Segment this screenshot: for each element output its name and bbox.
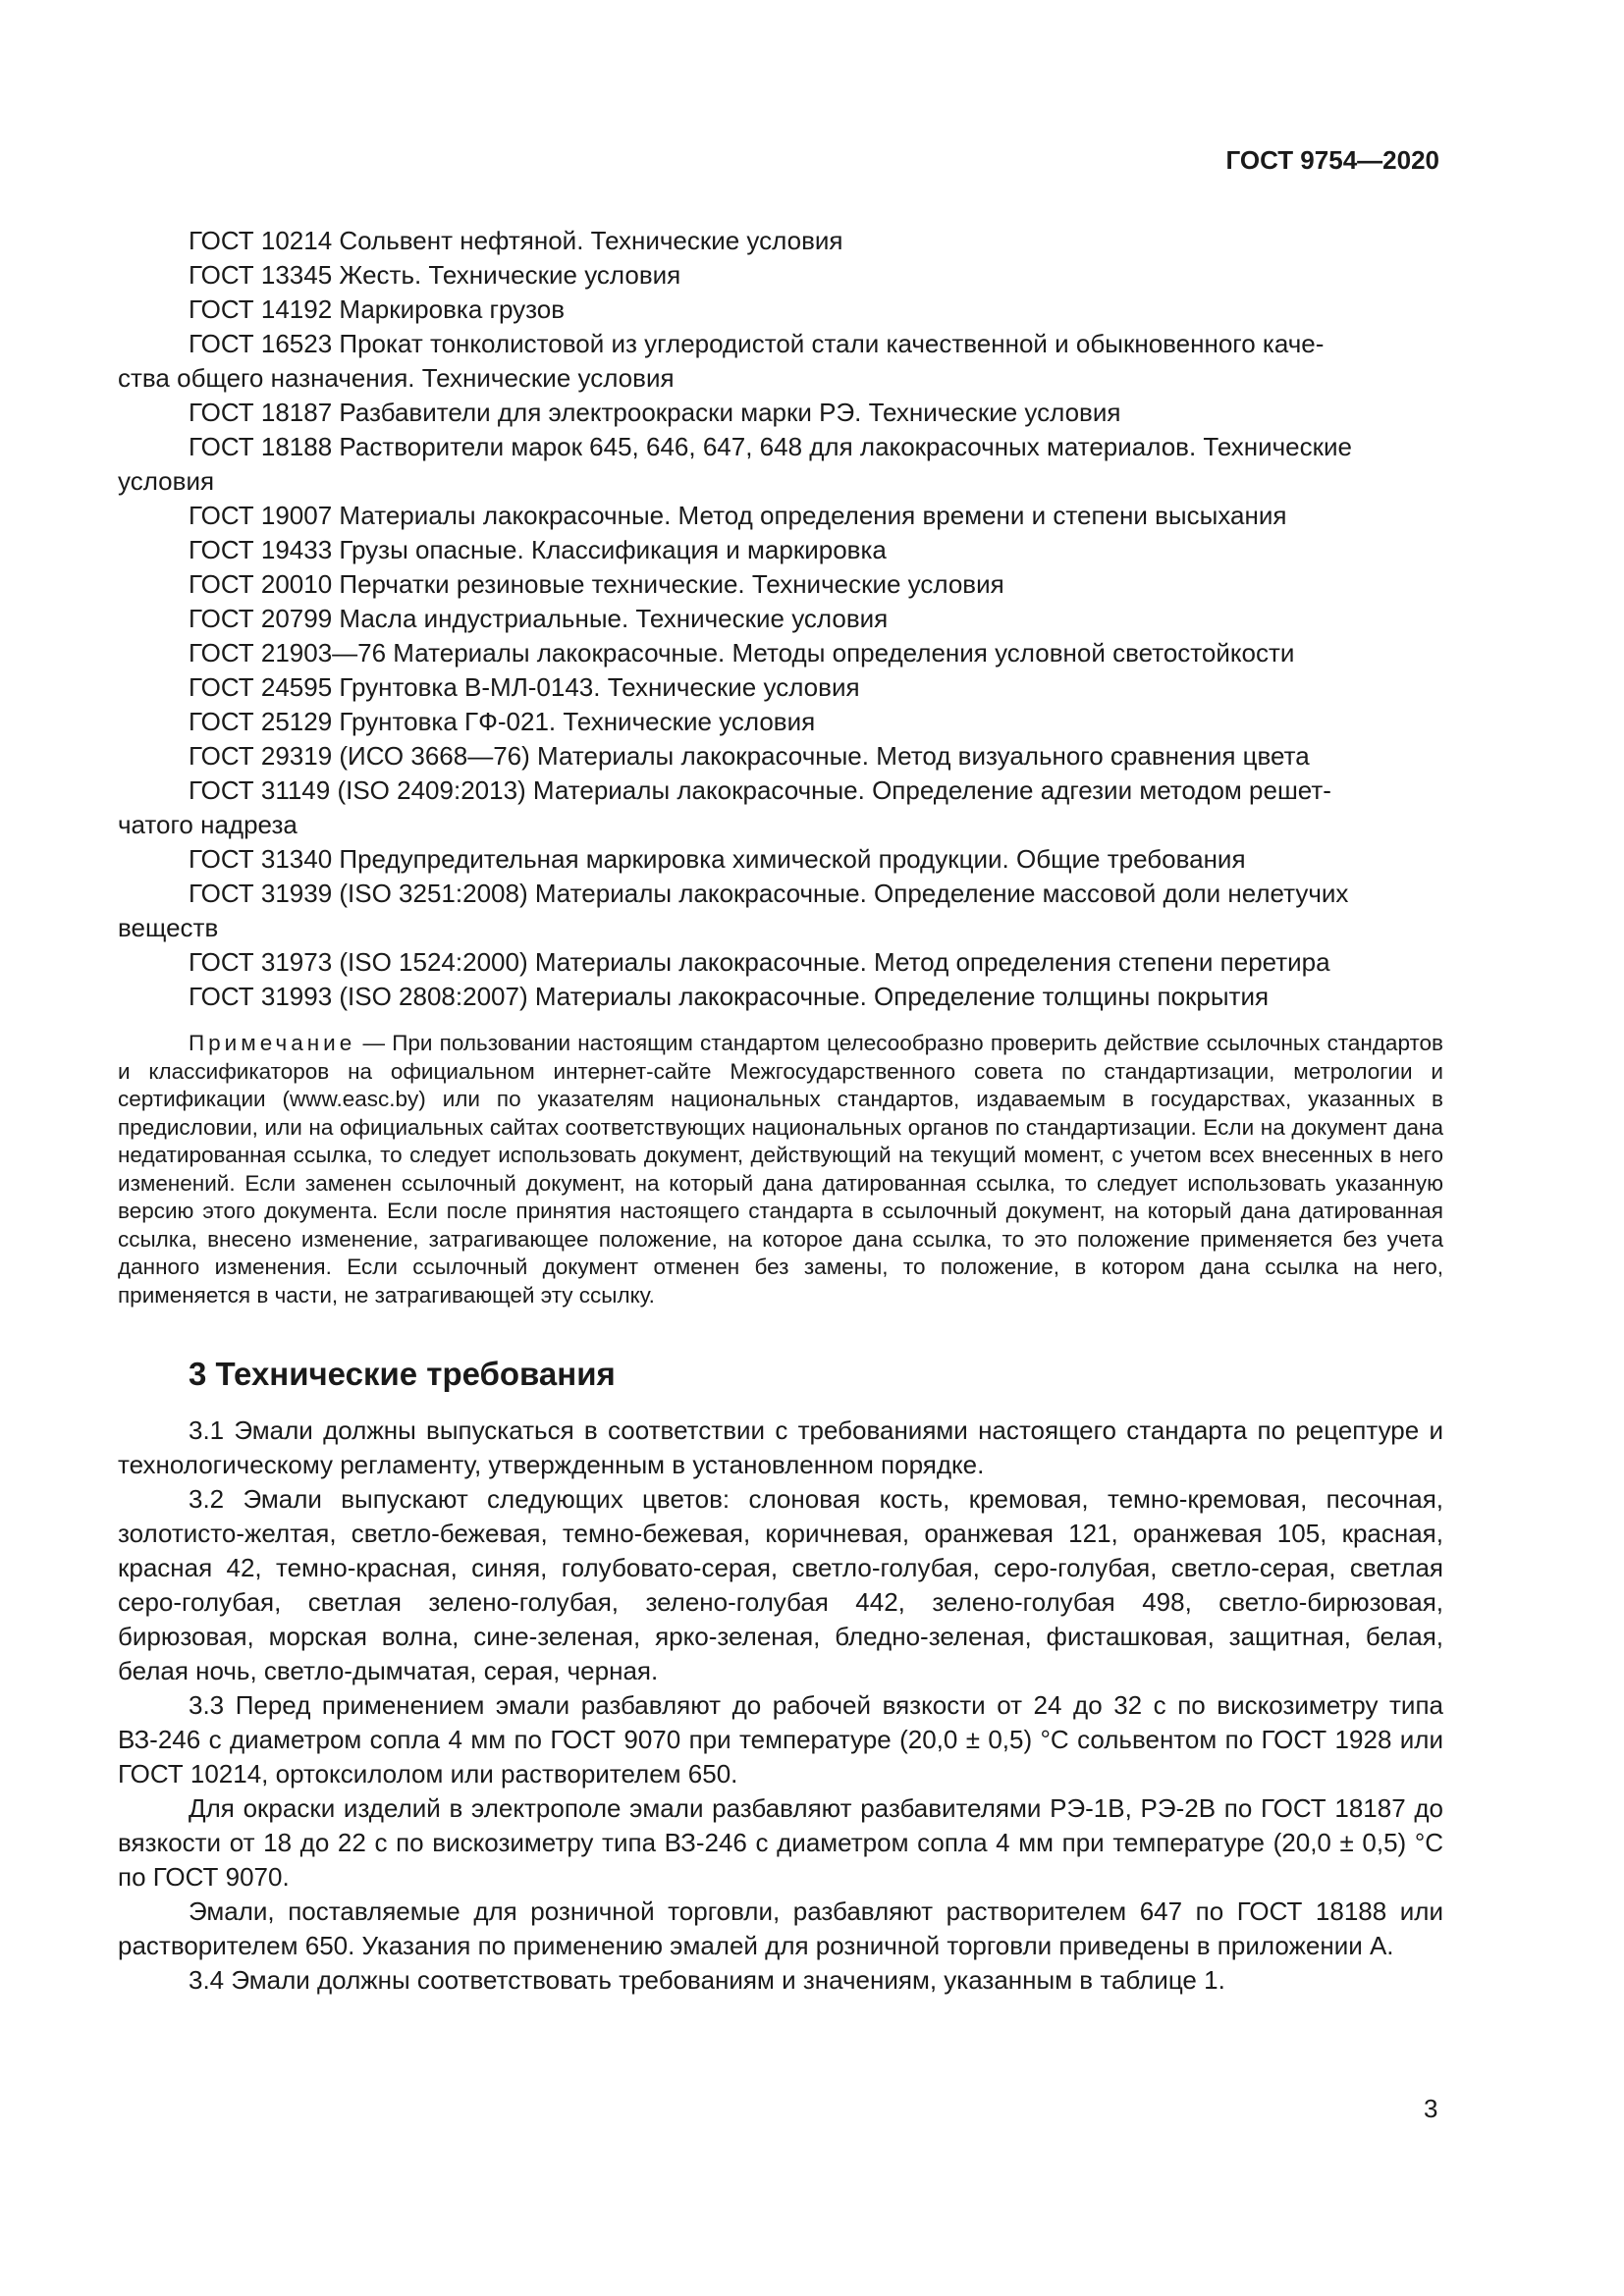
reference-item: ГОСТ 25129 Грунтовка ГФ-021. Технические условия xyxy=(189,707,816,736)
reference-item: ГОСТ 16523 Прокат тонколистовой из углеродистой стали качественной и обыкновенного каче- xyxy=(189,329,1325,358)
reference-item: ГОСТ 20799 Масла индустриальные. Технические условия xyxy=(189,604,889,633)
reference-item: ГОСТ 18187 Разбавители для электроокраски марки РЭ. Технические условия xyxy=(189,398,1121,427)
document-code: ГОСТ 9754—2020 xyxy=(1225,145,1439,175)
reference-item: ГОСТ 19433 Грузы опасные. Классификация и маркировка xyxy=(189,535,887,564)
reference-item: ГОСТ 13345 Жесть. Технические условия xyxy=(189,260,681,290)
page-content xyxy=(118,224,1443,1998)
reference-item: ГОСТ 31149 (ISO 2409:2013) Материалы лакокрасочные. Определение адгезии методом решет- xyxy=(189,775,1331,805)
section-paragraph: Эмали, поставляемые для розничной торговли, разбавляют растворителем 647 по ГОСТ 18188 или растворителем 650. Указания по применению эмалей для розничной торговли приведены в приложении А. xyxy=(118,1896,1443,1960)
reference-item: ГОСТ 29319 (ИСО 3668—76) Материалы лакокрасочные. Метод визуального сравнения цвета xyxy=(189,741,1310,771)
reference-item: ГОСТ 10214 Сольвент нефтяной. Технические условия xyxy=(189,226,843,255)
note-label: Примечание xyxy=(189,1031,356,1055)
reference-item: ГОСТ 24595 Грунтовка В-МЛ-0143. Технические условия xyxy=(189,672,860,702)
reference-item: ГОСТ 31993 (ISO 2808:2007) Материалы лакокрасочные. Определение толщины покрытия xyxy=(189,982,1270,1011)
note-text: — При пользовании настоящим стандартом целесообразно проверить действие ссылочных стандартов и классификаторов на официальном интернет-сайте Межгосударственного совета по стандартизации, метрологии и сертификации (www.easc.by) или по указателям национальных стандартов, издаваемым в государствах, указанных в предисловии, или на официальных сайтах соответствующих национальных органов по стандартизации. Если на документ дана недатированная ссылка, то следует использовать документ, действующий на текущий момент, с учетом всех внесенных в него изменений. Если заменен ссылочный документ, на который дана датированная ссылка, то следует использовать указанную версию этого документа. Если после принятия настоящего стандарта в ссылочный документ, на который дана датированная ссылка, внесено изменение, затрагивающее положение, на которое дана ссылка, то это положение применяется без учета данного изменения. Если ссылочный документ отменен без замены, то положение, в котором дана ссылка на него, применяется в части, не затрагивающей эту ссылку. xyxy=(118,1031,1443,1308)
reference-item-continuation: ства общего назначения. Технические условия xyxy=(118,363,675,393)
reference-item: ГОСТ 31939 (ISO 3251:2008) Материалы лакокрасочные. Определение массовой доли нелетучих xyxy=(189,879,1349,908)
note-block xyxy=(118,1030,1443,1309)
reference-item: ГОСТ 31340 Предупредительная маркировка химической продукции. Общие требования xyxy=(189,844,1246,874)
section-paragraph: Для окраски изделий в электрополе эмали разбавляют разбавителями РЭ-1В, РЭ-2В по ГОСТ 18187 до вязкости от 18 до 22 с по вискозиметру типа ВЗ-246 с диаметром сопла 4 мм при температуре (20,0 ± 0,5) °С по ГОСТ 9070. xyxy=(118,1793,1443,1892)
section-paragraph: 3.2 Эмали выпускают следующих цветов: слоновая кость, кремовая, темно-кремовая, песочная, золотисто-желтая, светло-бежевая, темно-бежевая, коричневая, оранжевая 121, оранжевая 105, красная, красная 42, темно-красная, синяя, голубовато-серая, светло-голубая, серо-голубая, светло-серая, светлая серо-голубая, светлая зелено-голубая, зелено-голубая 442, зелено-голубая 498, светло-бирюзовая, бирюзовая, морская волна, сине-зеленая, ярко-зеленая, бледно-зеленая, фисташковая, защитная, белая, белая ночь, светло-дымчатая, серая, черная. xyxy=(118,1484,1443,1685)
reference-item: ГОСТ 20010 Перчатки резиновые технические. Технические условия xyxy=(189,569,1004,599)
reference-item: ГОСТ 31973 (ISO 1524:2000) Материалы лакокрасочные. Метод определения степени перетира xyxy=(189,947,1330,977)
reference-item: ГОСТ 18188 Растворители марок 645, 646, 647, 648 для лакокрасочных материалов. Технические xyxy=(189,432,1352,461)
section-title: 3 Технические требования xyxy=(189,1356,616,1392)
section-paragraph: 3.4 Эмали должны соответствовать требованиям и значениям, указанным в таблице 1. xyxy=(189,1965,1225,1995)
reference-item: ГОСТ 21903—76 Материалы лакокрасочные. Методы определения условной светостойкости xyxy=(189,638,1295,667)
reference-item-continuation: веществ xyxy=(118,913,219,942)
page-number: 3 xyxy=(1424,2094,1438,2123)
reference-item-continuation: условия xyxy=(118,466,215,496)
section-paragraph: 3.1 Эмали должны выпускаться в соответствии с требованиями настоящего стандарта по рецептуре и технологическому регламенту, утвержденным в установленном порядке. xyxy=(118,1415,1443,1479)
section-paragraph: 3.3 Перед применением эмали разбавляют до рабочей вязкости от 24 до 32 с по вискозиметру типа ВЗ-246 с диаметром сопла 4 мм по ГОСТ 9070 при температуре (20,0 ± 0,5) °С сольвентом по ГОСТ 1928 или ГОСТ 10214, ортоксилолом или растворителем 650. xyxy=(118,1690,1443,1789)
normative-references-list xyxy=(118,224,1443,1014)
reference-item: ГОСТ 19007 Материалы лакокрасочные. Метод определения времени и степени высыхания xyxy=(189,501,1287,530)
reference-item-continuation: чатого надреза xyxy=(118,810,298,839)
reference-item: ГОСТ 14192 Маркировка грузов xyxy=(189,294,566,324)
